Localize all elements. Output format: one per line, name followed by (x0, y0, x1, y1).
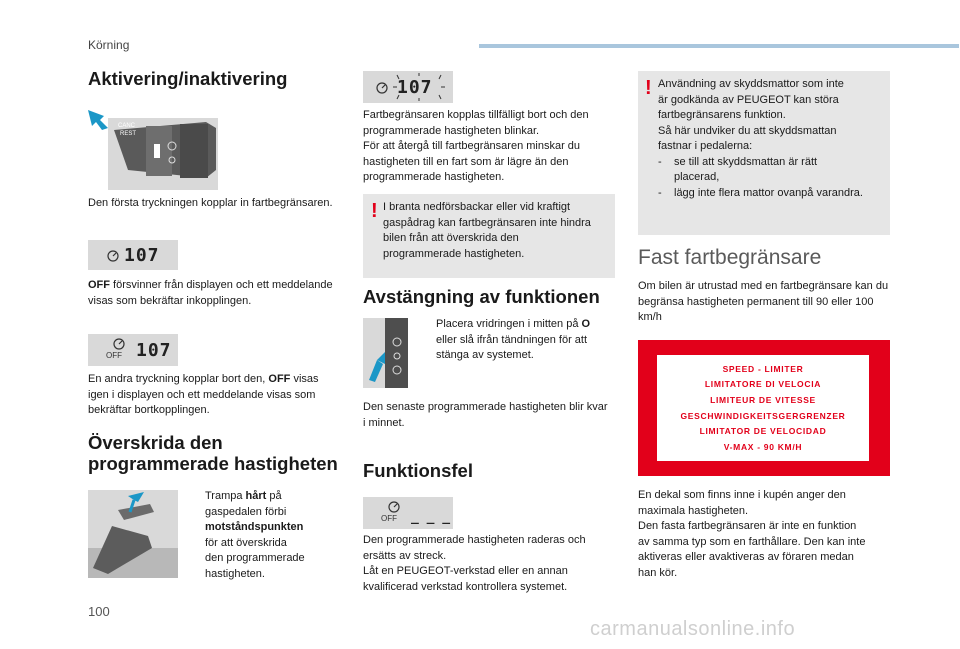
selector-ring-icon (363, 318, 408, 388)
warning-exclamation-icon: ! (371, 200, 378, 222)
warning-box-mats (638, 71, 890, 235)
decal-line: LIMITEUR DE VITESSE (710, 395, 816, 406)
speed-limiter-icon (387, 499, 401, 513)
lcd-speed-value: 107 (397, 76, 433, 98)
lcd-display-off (88, 334, 178, 366)
off-info-text (88, 278, 338, 309)
speed-limiter-icon (106, 248, 120, 262)
press2-text: En andra tryckning kopplar bort den, OFF visas igen i displayen och ett meddelande visas som bekräftar bortkopplingen. (88, 373, 319, 416)
lcd-dashes-value: _ _ _ (411, 509, 451, 525)
warning-box-downhill (363, 194, 615, 278)
off-info-rest: försvinner från displayen och ett meddelande visas som bekräftar inkopplingen. (88, 279, 333, 307)
heading-fixed-limiter: Fast fartbegränsare (638, 246, 822, 269)
blink-text: Fartbegränsaren kopplas tillfälligt bort och den programmerade hastigheten blinkar. För att återgå till fartbegränsaren minskar du hastigheten till en fart som är lägre än den programmerade hastigheten. (363, 109, 589, 183)
press1-text: Den första tryckningen kopplar in fartbegränsaren. (88, 197, 333, 209)
lcd-display-blinking (363, 71, 453, 103)
ring-image (363, 318, 408, 388)
page-number: 100 (88, 604, 110, 619)
switch-off-text: Placera vridringen i mitten på O eller slå ifrån tändningen för att stänga av systemet. (436, 318, 591, 361)
exceed-text: Trampa hårt på gaspedalen förbi motståndspunkten för att överskrida den programmerade hastigheten. (205, 490, 305, 580)
section-label: Körning (88, 38, 130, 52)
heading-switch-off: Avstängning av funktionen (363, 286, 600, 307)
blink-rays-icon (389, 73, 449, 101)
speed-limiter-icon (375, 80, 389, 94)
speed-limiter-stalk-icon (88, 100, 223, 190)
memory-text: Den senaste programmerade hastigheten blir kvar i minnet. (363, 401, 608, 429)
lcd-speed-value: 107 (136, 339, 172, 361)
lcd-speed-value: 107 (124, 244, 160, 266)
heading-activation: Aktivering/inaktivering (88, 68, 288, 89)
lcd-off-label: OFF (381, 514, 397, 523)
lcd-off-label: OFF (106, 351, 122, 360)
warning-exclamation-icon: ! (645, 77, 652, 99)
stalk-label-bottom: REST (120, 131, 137, 137)
lcd-display-on (88, 240, 178, 270)
fixed-limiter-text: Om bilen är utrustad med en fartbegränsare kan du begränsa hastigheten permanent till 90 eller 100 km/h (638, 280, 889, 323)
speed-limiter-icon (112, 336, 126, 350)
decal-line: GESCHWINDIGKEITSGERGRENZER (680, 410, 846, 421)
decal-line: LIMITATOR DE VELOCIDAD (699, 426, 827, 437)
warning-mats-text: Användning av skyddsmattor som inte är godkända av PEUGEOT kan störa fartbegränsarens funktion. Så här undviker du att skyddsmattan fastnar i pedalerna: - se till att skyddsmattan är rätt placerad, - lägg inte flera mattor ovanpå varandra. (658, 78, 863, 199)
decal-text: En dekal som finns inne i kupén anger den maximala hastigheten. Den fasta fartbegränsaren är inte en funktion av samma typ som en farthållare. Den kan inte aktiveras eller avaktiveras av föraren medan han kör. (638, 489, 866, 579)
pedal-image (88, 490, 178, 578)
decal-inner (656, 354, 870, 462)
stalk-label-top: CANC (118, 123, 136, 129)
heading-exceed: Överskrida den programmerade hastigheten (88, 432, 338, 474)
header-accent-bar (479, 44, 959, 48)
lcd-display-fault (363, 497, 453, 529)
heading-fault: Funktionsfel (363, 460, 473, 481)
speed-limiter-decal (638, 340, 890, 476)
stalk-image (88, 100, 223, 190)
decal-line: SPEED - LIMITER (722, 363, 804, 374)
accelerator-pedal-icon (88, 490, 178, 578)
decal-line: V-MAX - 90 KM/H (723, 442, 803, 453)
off-word: OFF (88, 279, 110, 291)
watermark: carmanualsonline.info (590, 618, 796, 640)
warning-downhill-text: I branta nedförsbackar eller vid kraftigt gaspådrag kan fartbegränsaren inte hindra bilen från att överskrida den programmerade hastigheten. (383, 201, 591, 260)
fault-text: Den programmerade hastigheten raderas och ersätts av streck. Låt en PEUGEOT-verkstad eller en annan kvalificerad verkstad kontrollera systemet. (363, 534, 586, 593)
decal-line: LIMITATORE DI VELOCIA (704, 379, 822, 390)
